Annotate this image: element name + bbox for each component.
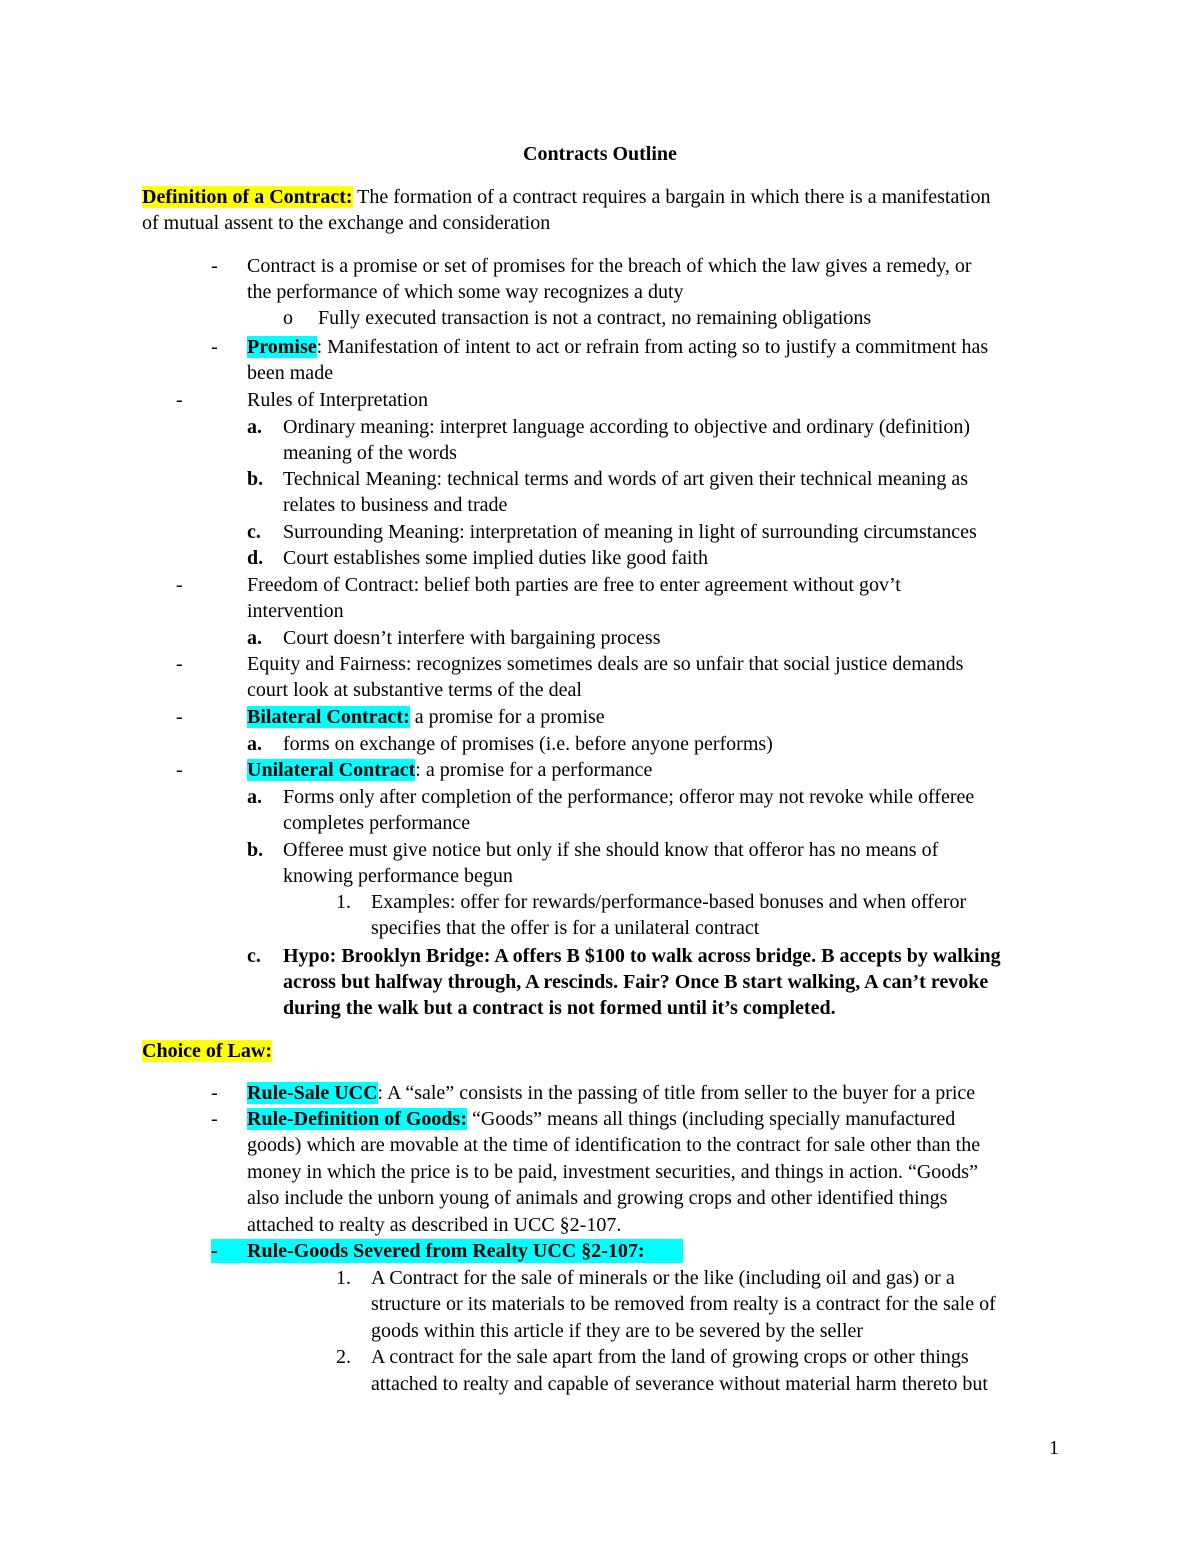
list-item: A contract for the sale apart from the land of growing crops or other things (371, 1346, 969, 1368)
item-label: 1. (336, 1267, 351, 1289)
list-item: Rule-Sale UCC: A “sale” consists in the passing of title from seller to the buyer for a price (247, 1082, 976, 1104)
list-item: completes performance (283, 812, 471, 834)
hypo-line-3: during the walk but a contract is not formed until it’s completed. (283, 997, 836, 1019)
item-label: 1. (336, 891, 351, 913)
bullet-dash: - (176, 706, 183, 728)
severed-term: Rule-Goods Severed from Realty UCC §2-107: (247, 1240, 645, 1262)
list-item: Offeree must give notice but only if she should know that offeror has no means of (283, 839, 939, 861)
item-label: d. (247, 547, 264, 569)
item-label: a. (247, 416, 262, 438)
item-label: 2. (336, 1346, 351, 1368)
list-item: Freedom of Contract: belief both parties are free to enter agreement without gov’t (247, 574, 901, 596)
hypo-line-2: across but halfway through, A rescinds. Fair? Once B start walking, A can’t revoke (283, 971, 989, 993)
list-item: meaning of the words (283, 442, 457, 464)
definition-line-1: Definition of a Contract: The formation of a contract requires a bargain in which there is a manifestation (142, 186, 991, 208)
list-item: attached to realty as described in UCC §2-107. (247, 1214, 622, 1236)
list-item: Surrounding Meaning: interpretation of meaning in light of surrounding circumstances (283, 521, 977, 543)
list-item: Fully executed transaction is not a contract, no remaining obligations (318, 307, 872, 329)
page-number: 1 (1049, 1437, 1059, 1459)
list-item: court look at substantive terms of the deal (247, 679, 582, 701)
list-item: Court doesn’t interfere with bargaining process (283, 627, 661, 649)
bullet-dash: - (211, 336, 218, 358)
choice-heading: Choice of Law: (142, 1040, 272, 1062)
unilateral-term: Unilateral Contract (247, 759, 416, 781)
bullet-dash: - (176, 759, 183, 781)
list-item: Promise: Manifestation of intent to act or refrain from acting so to justify a commitment has (247, 336, 989, 358)
severed-heading-line (211, 1239, 683, 1263)
bullet-dash: - (211, 1108, 218, 1130)
list-item: Rule-Definition of Goods: “Goods” means all things (including specially manufactured (247, 1108, 956, 1130)
bullet-dash: - (211, 1082, 218, 1104)
definition-line-2: of mutual assent to the exchange and consideration (142, 212, 551, 234)
list-item: goods) which are movable at the time of identification to the contract for sale other than the (247, 1134, 981, 1156)
bilateral-term: Bilateral Contract: (247, 706, 410, 728)
promise-term: Promise (247, 336, 317, 358)
item-label: b. (247, 468, 264, 490)
bullet-dash: - (176, 574, 183, 596)
list-item: specifies that the offer is for a unilateral contract (371, 917, 760, 939)
page-title: Contracts Outline (523, 143, 677, 165)
bullet-dash: - (211, 255, 218, 277)
list-item: Technical Meaning: technical terms and words of art given their technical meaning as (283, 468, 969, 490)
choice-heading-line (142, 1039, 272, 1063)
bullet-dash: - (176, 389, 183, 411)
list-item: intervention (247, 600, 344, 622)
list-item: attached to realty and capable of severance without material harm thereto but (371, 1373, 988, 1395)
bullet-dash: - (176, 653, 183, 675)
bullet-o: o (283, 307, 293, 329)
list-item: forms on exchange of promises (i.e. before anyone performs) (283, 733, 773, 755)
list-item: goods within this article if they are to be severed by the seller (371, 1320, 864, 1342)
item-label: c. (247, 521, 261, 543)
list-item: relates to business and trade (283, 494, 508, 516)
list-item: money in which the price is to be paid, investment securities, and things in action. “Goods” (247, 1161, 978, 1183)
list-item: the performance of which some way recognizes a duty (247, 281, 684, 303)
list-item: Court establishes some implied duties like good faith (283, 547, 708, 569)
list-item: Examples: offer for rewards/performance-based bonuses and when offeror (371, 891, 967, 913)
list-item: Ordinary meaning: interpret language according to objective and ordinary (definition) (283, 416, 970, 438)
list-item: Equity and Fairness: recognizes sometimes deals are so unfair that social justice demands (247, 653, 964, 675)
list-item: A Contract for the sale of minerals or the like (including oil and gas) or a (371, 1267, 955, 1289)
item-label: b. (247, 839, 264, 861)
item-label: c. (247, 945, 261, 967)
list-item: also include the unborn young of animals and growing crops and other identified things (247, 1187, 948, 1209)
item-label: a. (247, 786, 262, 808)
list-item: Bilateral Contract: a promise for a promise (247, 706, 605, 728)
list-item: structure or its materials to be removed from realty is a contract for the sale of (371, 1293, 996, 1315)
list-item: Contract is a promise or set of promises for the breach of which the law gives a remedy, or (247, 255, 972, 277)
item-label: a. (247, 733, 262, 755)
list-item: Unilateral Contract: a promise for a performance (247, 759, 653, 781)
hypo-line-1: Hypo: Brooklyn Bridge: A offers B $100 to walk across bridge. B accepts by walking (283, 945, 1001, 967)
list-item: Rules of Interpretation (247, 389, 429, 411)
list-item: been made (247, 362, 334, 384)
definition-heading: Definition of a Contract: (142, 186, 353, 208)
sale-term: Rule-Sale UCC (247, 1082, 378, 1104)
item-label: a. (247, 627, 262, 649)
goods-term: Rule-Definition of Goods: (247, 1108, 467, 1130)
list-item: Forms only after completion of the performance; offeror may not revoke while offeree (283, 786, 975, 808)
bullet-dash: - (211, 1240, 218, 1262)
list-item: knowing performance begun (283, 865, 513, 887)
